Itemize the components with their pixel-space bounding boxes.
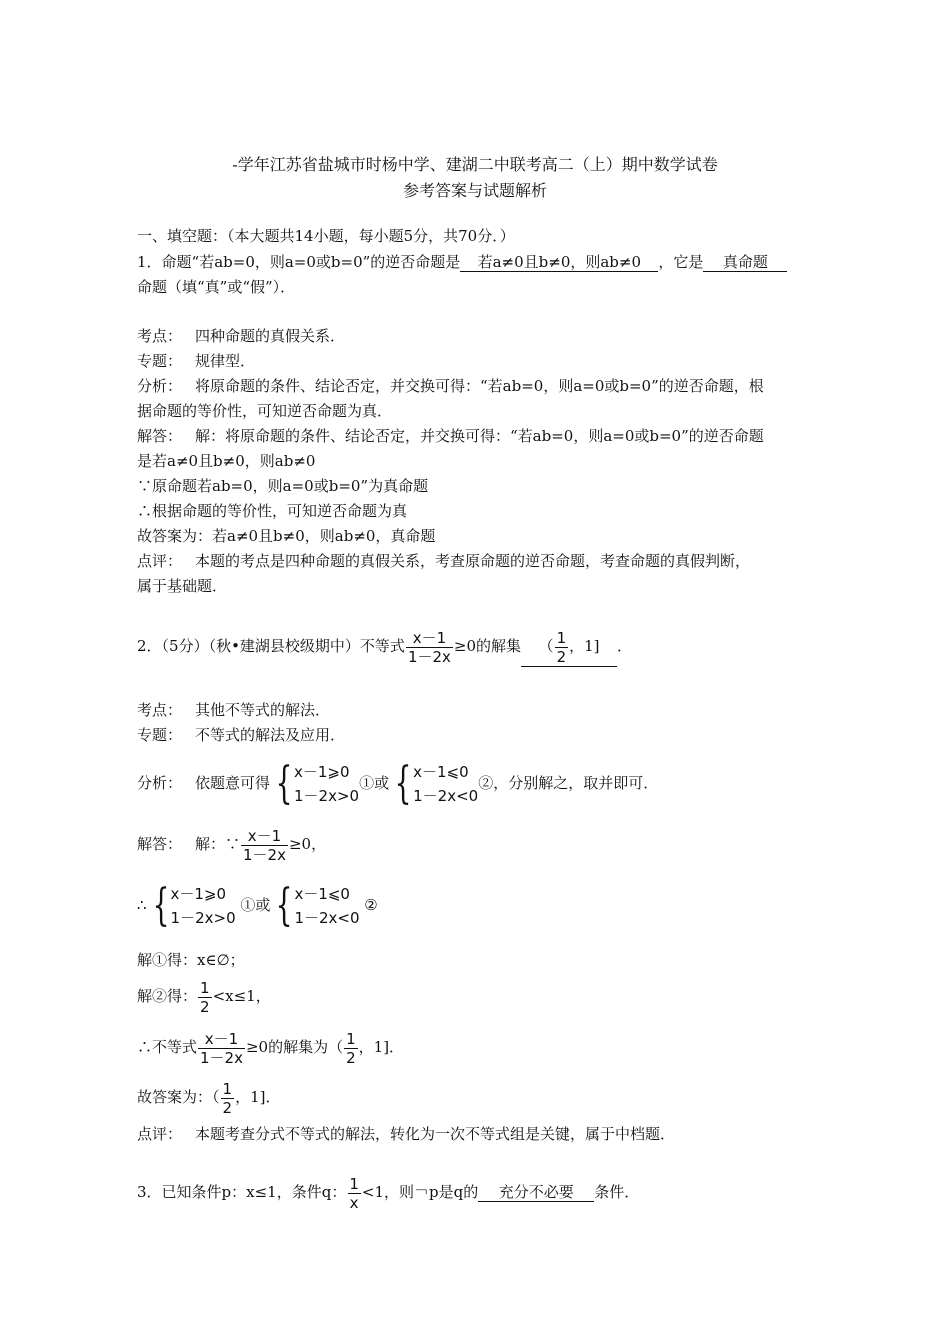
- q1-answer-blank-1: 若a≠0且b≠0，则ab≠0: [460, 253, 658, 272]
- q3-stem-c: 条件．: [594, 1183, 640, 1201]
- q2-ans-a: 故答案为：（: [137, 1088, 220, 1106]
- section-heading: 一、填空题：（本大题共14小题，每小题5分，共70分．）: [137, 227, 515, 245]
- half-num: 1: [346, 1029, 356, 1048]
- q2-jieda-b: ≥0，: [288, 835, 327, 853]
- q3-stem-b: <1，则￢p是q的: [361, 1183, 479, 1201]
- q2-answer: [137, 1075, 280, 1119]
- half-fraction: [198, 979, 212, 1016]
- circle-one: ①: [240, 896, 256, 914]
- circle-two: ②: [364, 896, 378, 914]
- brace-icon: {: [394, 758, 412, 809]
- q2-sol2: [137, 974, 271, 1018]
- fraction-denominator: x: [349, 1193, 359, 1212]
- system-row: 1－2x<0: [294, 909, 360, 927]
- q1-fenxi: [137, 376, 764, 396]
- q1-jieda-text-2: 是若a≠0且b≠0，则ab≠0: [137, 452, 316, 470]
- half-den: 2: [200, 997, 210, 1016]
- q2-jieda-a: 解：∵: [195, 835, 241, 853]
- system-row: 1－2x>0: [294, 787, 360, 805]
- q1-jieda: [137, 426, 764, 446]
- fraction-denominator: 1－2x: [407, 647, 451, 666]
- brace-icon: {: [276, 880, 293, 931]
- q1-fenxi-text-1: 将原命题的条件、结论否定，并交换可得：“若ab=0，则a=0或b=0”的逆否命题，根: [195, 377, 764, 395]
- inequality-system-2: [270, 882, 359, 930]
- q2-fraction: [406, 629, 453, 666]
- inequality-system-1: [270, 760, 359, 808]
- q2-zhuanti: [137, 725, 345, 745]
- half-den: 2: [556, 647, 567, 666]
- document-title: -学年江苏省盐城市时杨中学、建湖二中联考高二（上）期中数学试卷: [232, 155, 718, 174]
- q2-answer-blank: [521, 626, 617, 667]
- q2-jieda-fraction: [241, 827, 288, 864]
- or-text: 或: [255, 896, 271, 914]
- q1-kaodian-text: 四种命题的真假关系．: [195, 327, 346, 345]
- fraction-numerator: x－1: [247, 826, 282, 845]
- q1-dianping: [137, 551, 750, 571]
- label-fenxi: 分析：: [137, 774, 183, 792]
- q2-dianping-text: 本题考查分式不等式的解法，转化为一次不等式组是关键，属于中档题．: [195, 1125, 676, 1143]
- q2-jieda: [137, 822, 326, 866]
- brace-icon: {: [275, 758, 293, 809]
- half-fraction: [344, 1030, 358, 1067]
- half-den: 2: [346, 1048, 356, 1067]
- q2-dianping: [137, 1124, 675, 1144]
- q3-stem-a: 3．已知条件p：x≤1，条件q：: [137, 1183, 347, 1201]
- q2-stem-c: ．: [617, 637, 633, 655]
- half-num: 1: [200, 978, 210, 997]
- interval-close: ，1]: [569, 637, 600, 655]
- half-den: 2: [222, 1098, 233, 1117]
- system-row: 1－2x>0: [170, 909, 236, 927]
- q2-fenxi-a: 依题意可得: [195, 774, 271, 792]
- label-jieda: 解答：: [137, 427, 183, 445]
- label-kaodian: 考点：: [137, 701, 183, 719]
- fraction-numerator: x－1: [412, 628, 447, 647]
- fraction-numerator: 1: [349, 1174, 359, 1193]
- q2-stem-b: ≥0的解集: [453, 637, 522, 655]
- document-subtitle: 参考答案与试题解析: [402, 181, 547, 200]
- q1-stem: [137, 252, 787, 272]
- q1-stem-b: ，它是: [658, 253, 704, 271]
- half-num: 1: [222, 1079, 233, 1098]
- q1-dianping-text-1: 本题的考点是四种命题的真假关系，考查原命题的逆否命题，考查命题的真假判断，: [195, 552, 751, 570]
- q2-sol2-b: <x≤1，: [212, 987, 271, 1005]
- q2-fenxi-b: ②，分别解之，取并即可．: [478, 774, 659, 792]
- half-fraction: [555, 629, 569, 666]
- label-zhuanti: 专题：: [137, 726, 183, 744]
- q2-sol1: 解①得：x∈∅；: [137, 951, 245, 969]
- q3-fraction: [347, 1175, 361, 1212]
- q1-stem-c: 命题（填“真”或“假”）．: [137, 278, 296, 296]
- q2-conclusion: [137, 1025, 404, 1069]
- label-kaodian: 考点：: [137, 327, 183, 345]
- system-row: x－1⩽0: [294, 885, 350, 903]
- q1-fenxi-text-2: 据命题的等价性，可知逆否命题为真．: [137, 402, 393, 420]
- fraction-denominator: 1－2x: [200, 1048, 243, 1067]
- system-row: x－1⩾0: [294, 763, 350, 781]
- half-fraction: [221, 1080, 235, 1117]
- q1-kaodian: [137, 326, 345, 346]
- fraction-denominator: 1－2x: [243, 845, 286, 864]
- q2-concl-a: ∴不等式: [137, 1038, 198, 1056]
- q2-concl-c: ，1]．: [358, 1038, 405, 1056]
- paren-open: （: [538, 637, 554, 655]
- q1-jieda-text-1: 解：将原命题的条件、结论否定，并交换可得：“若ab=0，则a=0或b=0”的逆否命题: [195, 427, 764, 445]
- q2-ans-b: ，1]．: [235, 1088, 281, 1106]
- q2-circ1-or: ①或: [359, 774, 390, 792]
- q2-systems: [137, 880, 378, 930]
- q1-stem-a: 1．命题“若ab=0，则a=0或b=0”的逆否命题是: [137, 253, 461, 271]
- inequality-system-1: [147, 882, 236, 930]
- q2-stem: [137, 624, 632, 668]
- q2-concl-b: ≥0的解集为（: [245, 1038, 344, 1056]
- half-num: 1: [556, 628, 567, 647]
- q3-stem: [137, 1170, 639, 1214]
- q2-stem-a: 2．（5分）（秋•建湖县校级期中）不等式: [137, 637, 405, 655]
- q3-answer-blank: 充分不必要: [478, 1183, 594, 1202]
- system-row: 1－2x<0: [413, 787, 479, 805]
- q2-kaodian-text: 其他不等式的解法．: [195, 701, 331, 719]
- q1-answer-blank-2: 真命题: [703, 253, 787, 272]
- system-row: x－1⩾0: [170, 885, 227, 903]
- q2-zhuanti-text: 不等式的解法及应用．: [195, 726, 346, 744]
- label-zhuanti: 专题：: [137, 352, 183, 370]
- label-dianping: 点评：: [137, 1125, 183, 1143]
- inequality-system-2: [389, 760, 478, 808]
- q1-dianping-text-2: 属于基础题．: [137, 577, 228, 595]
- q2-concl-fraction: [198, 1030, 245, 1067]
- q1-zhuanti: [137, 351, 255, 371]
- brace-icon: {: [152, 880, 169, 931]
- q1-zhuanti-text: 规律型．: [195, 352, 256, 370]
- q1-jieda-text-3: ∵原命题若ab=0，则a=0或b=0”为真命题: [137, 477, 429, 495]
- label-fenxi: 分析：: [137, 377, 183, 395]
- therefore-symbol: ∴: [137, 896, 147, 914]
- q2-kaodian: [137, 700, 330, 720]
- fraction-numerator: x－1: [204, 1029, 239, 1048]
- label-jieda: 解答：: [137, 835, 183, 853]
- q1-jieda-text-5: 故答案为：若a≠0且b≠0，则ab≠0，真命题: [137, 527, 436, 545]
- label-dianping: 点评：: [137, 552, 183, 570]
- q1-jieda-text-4: ∴根据命题的等价性，可知逆否命题为真: [137, 502, 408, 520]
- q2-sol2-a: 解②得：: [137, 987, 198, 1005]
- q2-fenxi: [137, 758, 658, 808]
- system-row: x－1⩽0: [413, 763, 469, 781]
